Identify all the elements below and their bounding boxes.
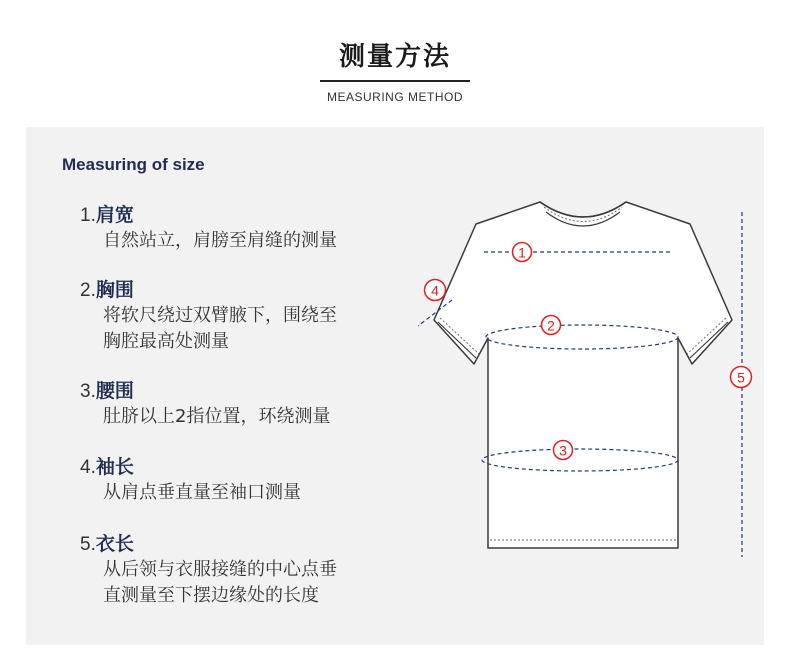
item-desc-line: 直测量至下摆边缘处的长度 — [103, 585, 319, 606]
item-number: 4. — [80, 457, 96, 478]
item-label: 腰围 — [95, 380, 134, 402]
marker-1 — [513, 243, 532, 262]
item-number: 3. — [80, 381, 96, 402]
item-number: 5. — [80, 534, 96, 555]
item-desc-line: 自然站立，肩膀至肩缝的测量 — [103, 230, 337, 251]
marker-3 — [554, 441, 573, 460]
marker-3-label: 3 — [559, 442, 567, 459]
item-desc-line: 从后领与衣服接缝的中心点垂 — [103, 559, 337, 580]
marker-5 — [731, 367, 752, 388]
tshirt-outline — [434, 202, 732, 548]
item-desc-line: 肚脐以上2指位置，环绕测量 — [103, 406, 331, 427]
marker-2-label: 2 — [547, 317, 555, 334]
page-title: 测量方法 — [338, 42, 451, 72]
marker-4 — [425, 280, 446, 301]
marker-1-label: 1 — [518, 244, 526, 261]
item-number: 1. — [80, 205, 96, 226]
item-desc-line: 将软尺绕过双臂腋下，围绕至 — [103, 305, 337, 326]
section-heading: Measuring of size — [62, 155, 205, 174]
item-desc-line: 从肩点垂直量至袖口测量 — [103, 482, 301, 503]
marker-4-label: 4 — [431, 282, 439, 299]
item-label: 袖长 — [95, 456, 134, 478]
item-number: 2. — [80, 280, 96, 301]
page-subtitle: MEASURING METHOD — [326, 90, 463, 104]
marker-5-label: 5 — [737, 369, 745, 386]
item-label: 肩宽 — [95, 204, 134, 226]
marker-2 — [542, 316, 561, 335]
item-desc-line: 胸腔最高处测量 — [103, 331, 229, 352]
item-label: 衣长 — [95, 533, 134, 555]
item-label: 胸围 — [95, 279, 134, 301]
